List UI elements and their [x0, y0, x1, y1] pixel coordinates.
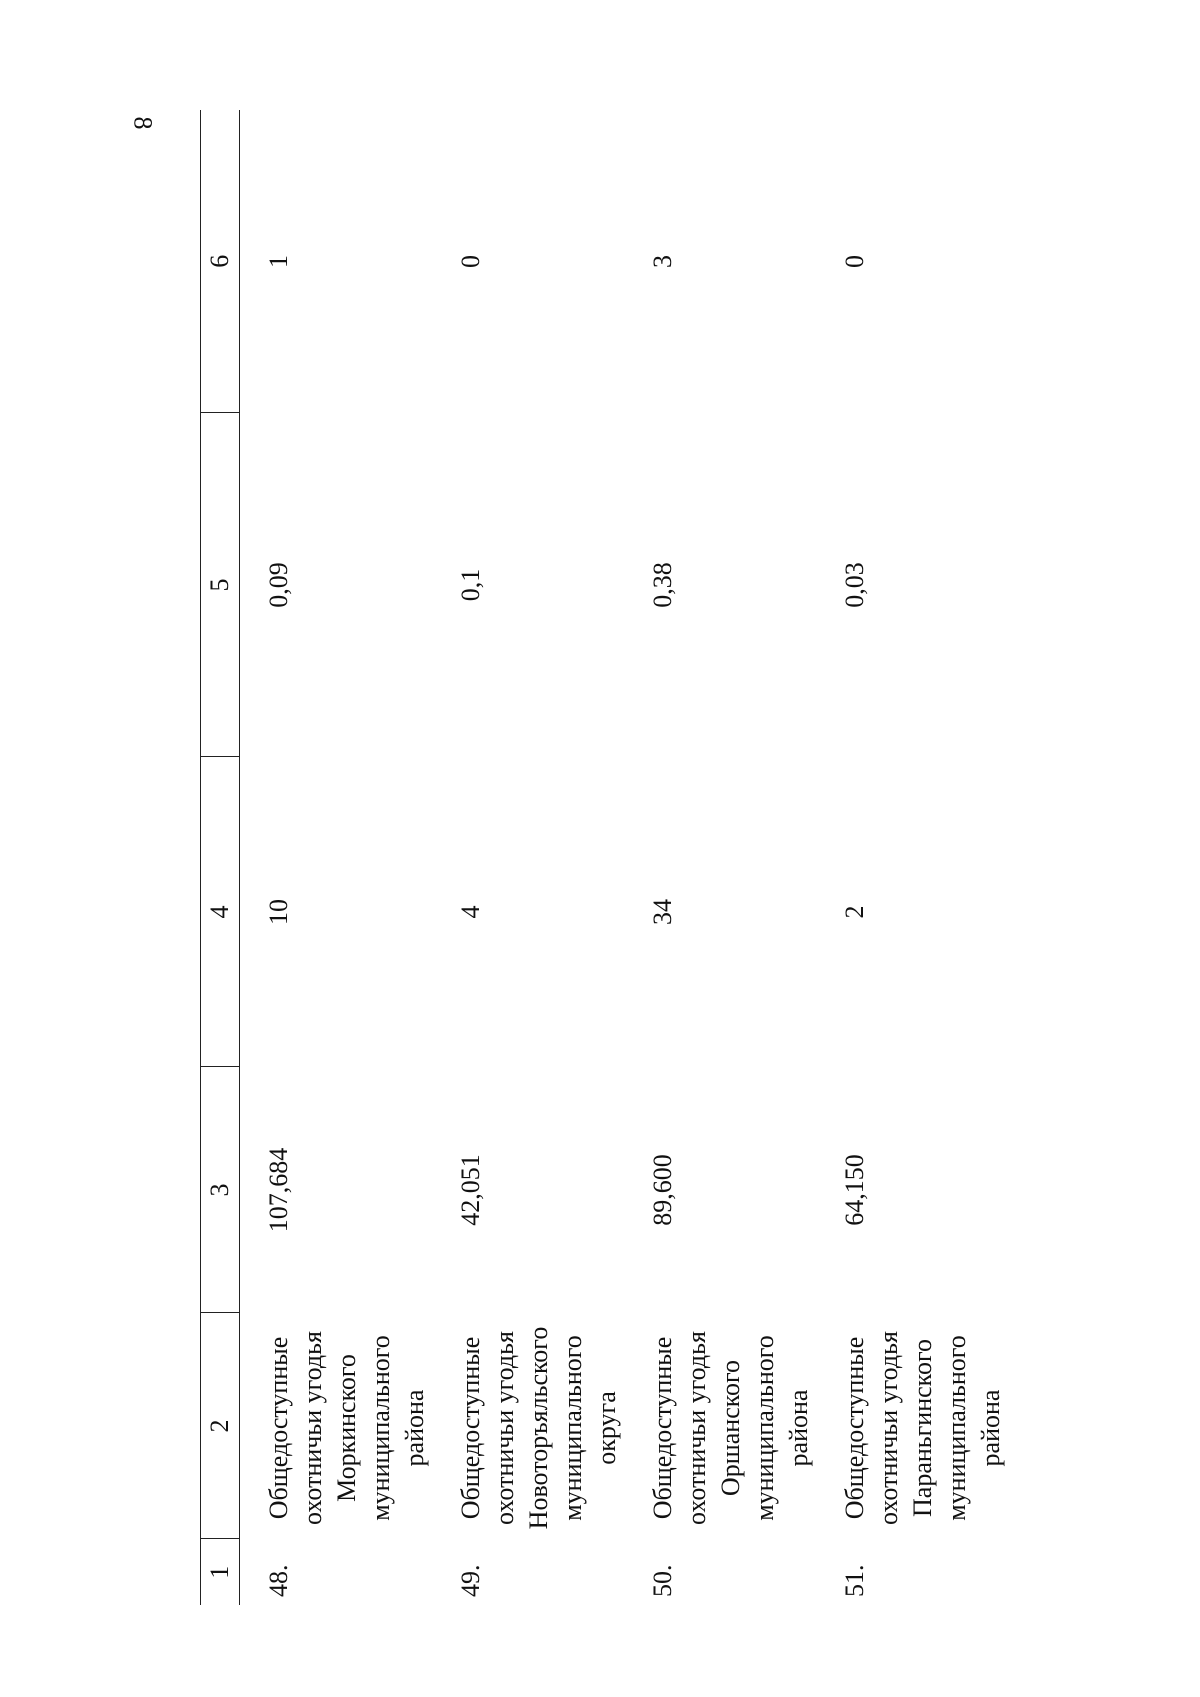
table-row [624, 110, 816, 1605]
row-number: 48. [264, 1564, 293, 1597]
table-cell: 89,600 [648, 1154, 677, 1226]
row-number: 50. [648, 1564, 677, 1597]
table-cell: 0,03 [840, 562, 869, 608]
table-cell: 0,38 [648, 562, 677, 608]
table-cell: 34 [648, 899, 677, 925]
table-cell: 1 [264, 255, 293, 268]
rotated-table-page [200, 110, 1100, 1605]
column-header: 5 [201, 413, 240, 757]
column-header: 6 [201, 110, 240, 413]
column-header: 4 [201, 757, 240, 1067]
table-cell: 0,09 [264, 562, 293, 608]
table-row [432, 110, 624, 1605]
hunting-grounds-table [200, 110, 1008, 1605]
table-cell: 0,1 [456, 568, 485, 602]
table-cell: 4 [456, 905, 485, 919]
hunting-ground-name: Общедоступные охотничьи угодья Новоторъяльского муниципального округа [456, 1326, 621, 1530]
column-header: 1 [201, 1539, 240, 1605]
table-cell: 3 [648, 255, 677, 268]
column-header: 3 [201, 1067, 240, 1313]
table-cell: 107,684 [264, 1147, 293, 1233]
page-number: 8 [128, 116, 158, 130]
table-cell: 10 [264, 899, 293, 925]
table-cell: 64,150 [840, 1154, 869, 1226]
table-header-row [201, 110, 240, 1605]
column-header: 2 [201, 1313, 240, 1539]
table-cell: 0 [840, 255, 869, 268]
table-row [240, 110, 433, 1605]
hunting-ground-name: Общедоступные охотничьи угодья Оршанского муниципального района [648, 1331, 813, 1525]
hunting-ground-name: Общедоступные охотничьи угодья Параньгинского муниципального района [840, 1331, 1005, 1525]
row-number: 51. [840, 1564, 869, 1597]
row-number: 49. [456, 1564, 485, 1597]
table-cell: 0 [456, 255, 485, 268]
table-cell: 42,051 [456, 1154, 485, 1226]
table-cell: 2 [840, 905, 869, 919]
hunting-ground-name: Общедоступные охотничьи угодья Моркинского муниципального района [264, 1331, 429, 1525]
table-row [816, 110, 1008, 1605]
